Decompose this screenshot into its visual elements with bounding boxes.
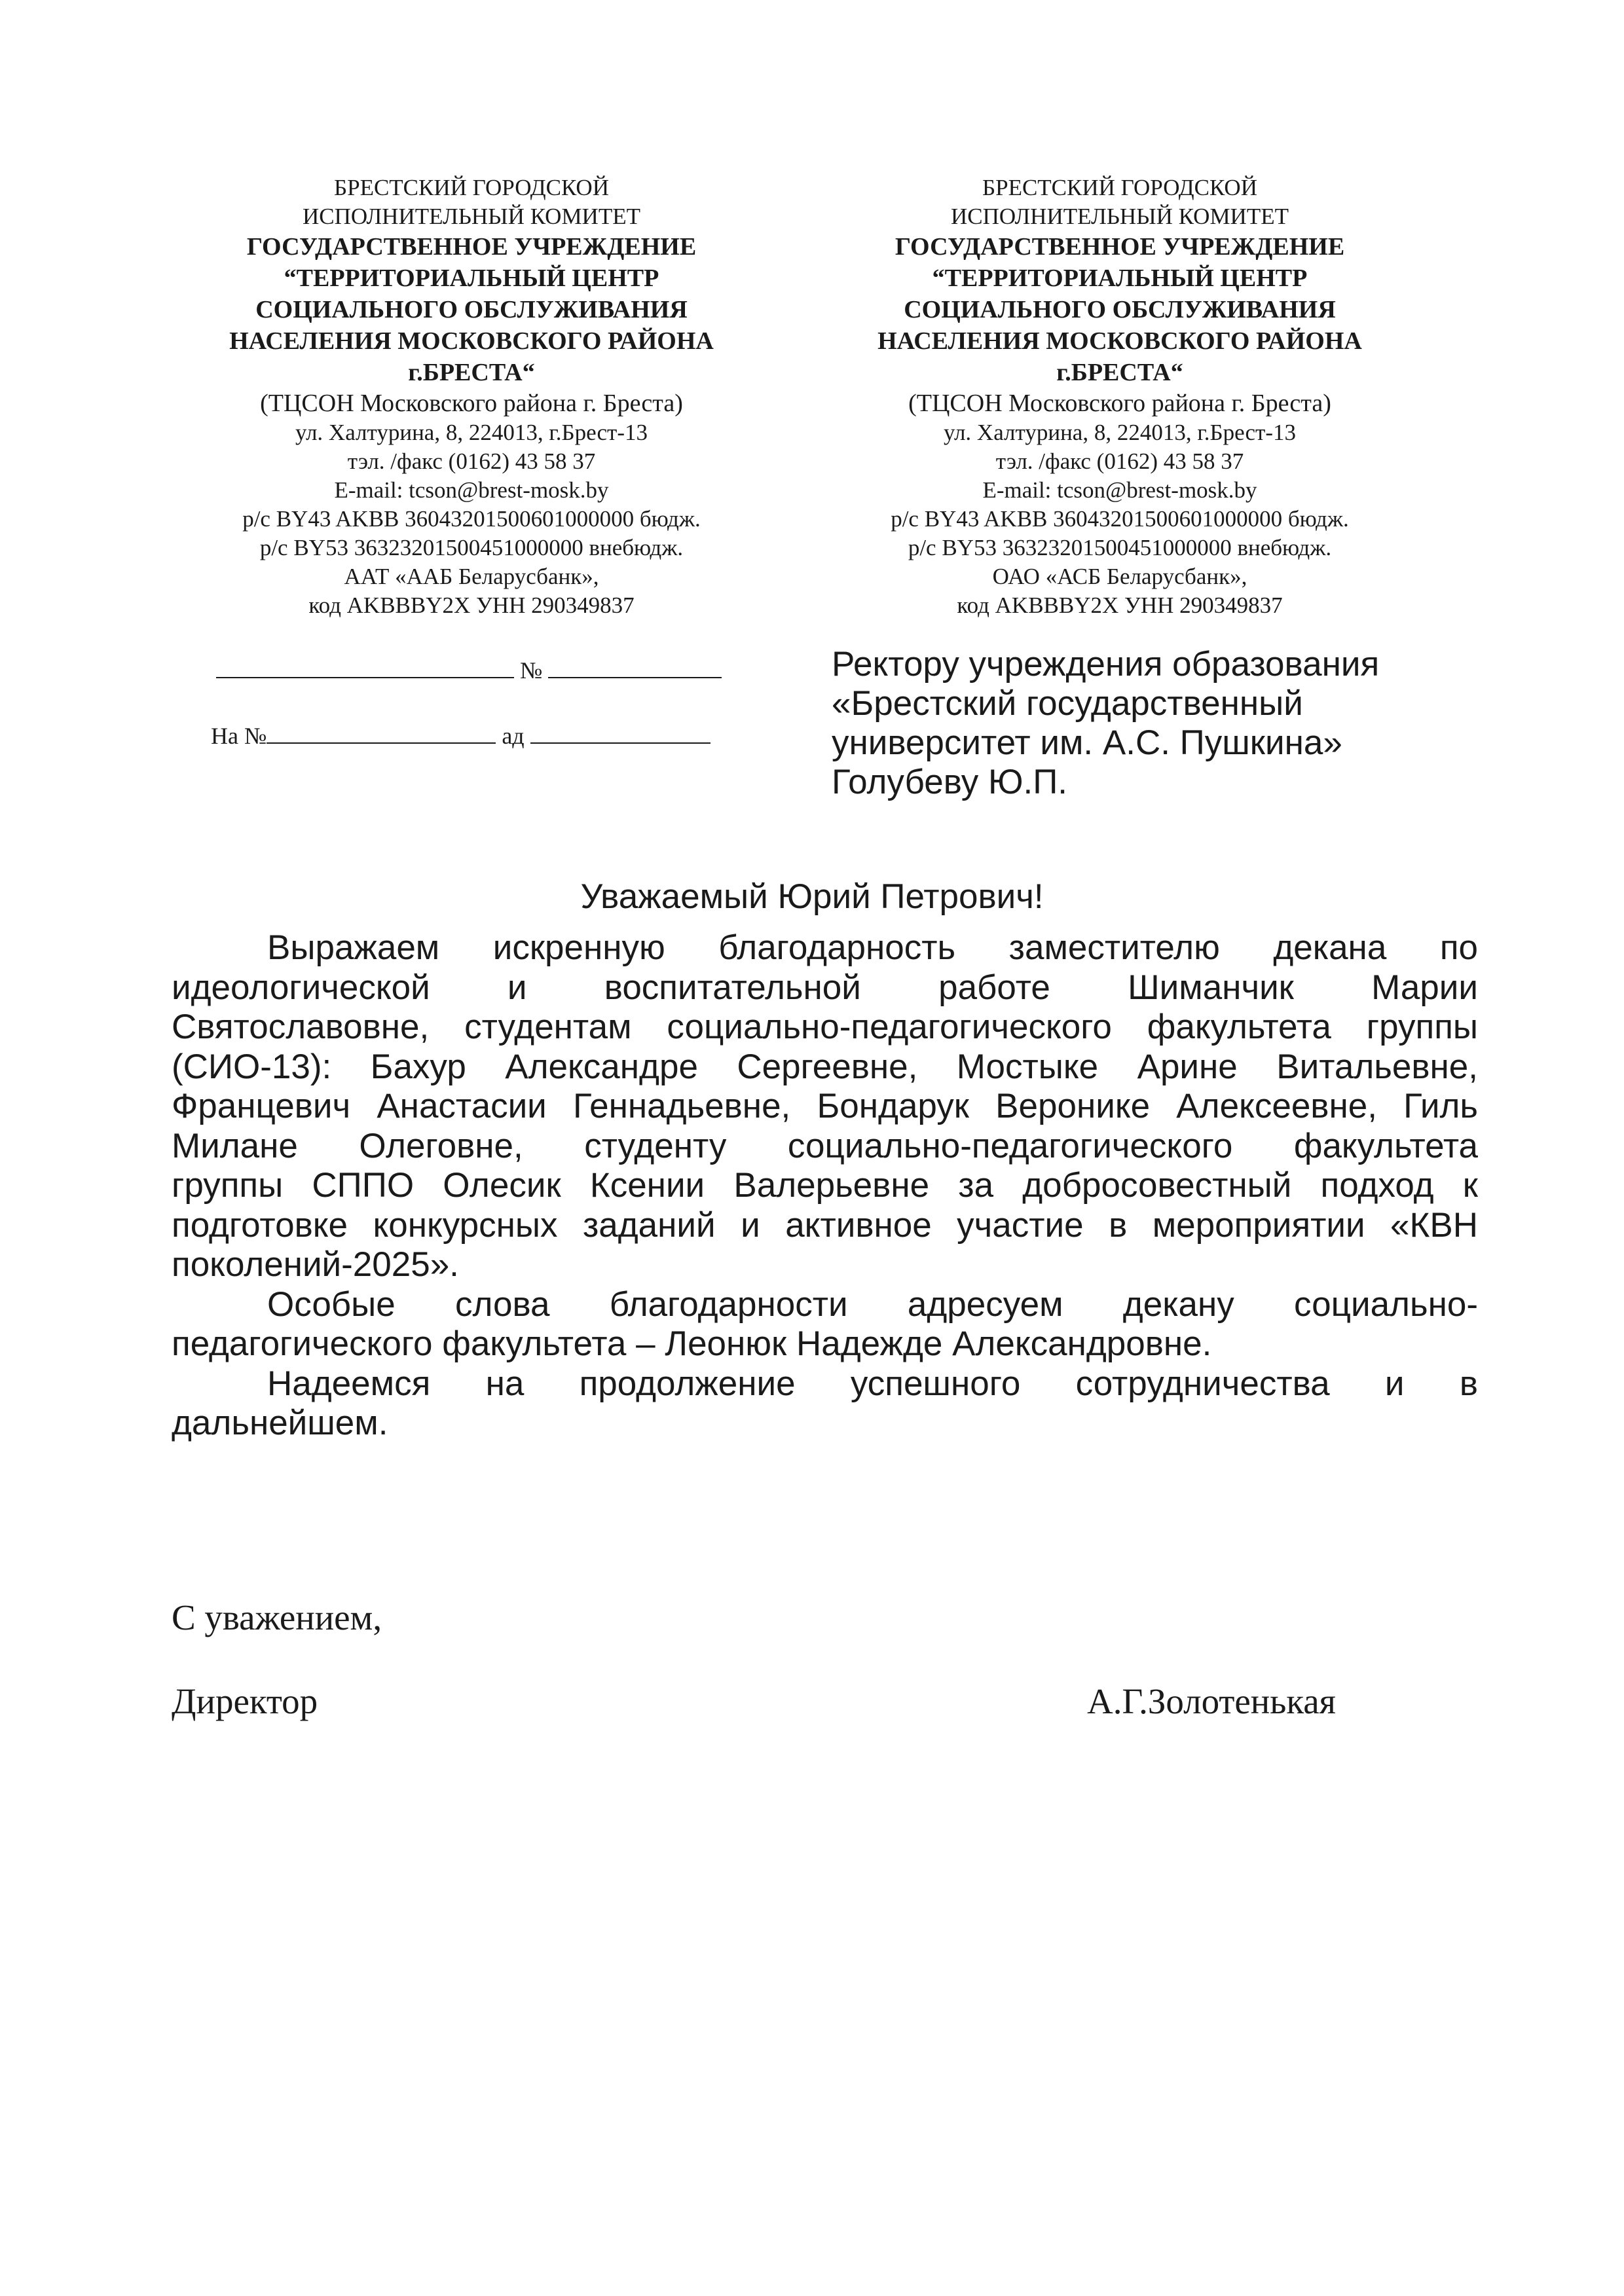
letterhead-line: “ТЕРРИТОРИАЛЬНЫЙ ЦЕНТР [284,264,659,292]
recipient-line: Ректору учреждения образования [832,645,1380,683]
letterhead-line: код AKBBBY2X УНН 290349837 [308,592,635,618]
letterhead-line: “ТЕРРИТОРИАЛЬНЫЙ ЦЕНТР [932,264,1308,292]
letterhead-line: ГОСУДАРСТВЕННОЕ УЧРЕЖДЕНИЕ [246,233,697,261]
reply-label: На № [211,723,267,749]
letterhead-line: ул. Халтурина, 8, 224013, г.Брест-13 [944,420,1296,445]
recipient-line: университет им. А.С. Пушкина» [832,723,1342,762]
letterhead-line: ОАО «АСБ Беларусбанк», [992,564,1247,589]
letterhead-left [187,173,756,620]
reply-date-label: ад [502,723,525,749]
letterhead-line: тэл. /факс (0162) 43 58 37 [347,448,596,474]
letterhead-line: СОЦИАЛЬНОГО ОБСЛУЖИВАНИЯ [255,296,688,323]
body-line: группы СППО Олесик Ксении Валерьевне за добросовестный подход к [172,1166,1478,1205]
letterhead-line: р/с BY53 36323201500451000000 внебюдж. [259,535,684,560]
body-line: Милане Олеговне, студенту социально-педагогического факультета [172,1126,1478,1165]
body-line: поколений-2025». [172,1245,459,1284]
letterhead-line: БРЕСТСКИЙ ГОРОДСКОЙ [982,175,1257,200]
letterhead-line: E-mail: tcson@brest-mosk.by [982,477,1257,503]
recipient-line: Голубеву Ю.П. [832,763,1068,801]
reply-number-blank [267,720,496,744]
letterhead-line: р/с BY53 36323201500451000000 внебюдж. [908,535,1332,560]
letterhead-line: ИСПОЛНИТЕЛЬНЫЙ КОМИТЕТ [951,204,1289,229]
letterhead-line: код AKBBBY2X УНН 290349837 [957,592,1283,618]
letterhead-line: ГОСУДАРСТВЕННОЕ УЧРЕЖДЕНИЕ [895,233,1345,261]
salutation: Уважаемый Юрий Петрович! [580,877,1044,916]
signatory-title: Директор [172,1681,318,1721]
body-line: педагогического факультета – Леонюк Надежде Александровне. [172,1324,1212,1363]
body-line: (СИО-13): Бахур Александре Сергеевне, Мостыке Арине Витальевне, [172,1047,1478,1086]
number-label: № [520,657,543,683]
body-paragraph-1 [172,928,1478,1285]
body-paragraph-3 [172,1364,1478,1444]
body-line: подготовке конкурсных заданий и активное участие в мероприятии «КВН [172,1205,1478,1245]
letterhead-line: тэл. /факс (0162) 43 58 37 [995,448,1244,474]
body-line: Выражаем искренную благодарность заместителю декана по [267,928,1478,967]
letterhead-line: НАСЕЛЕНИЯ МОСКОВСКОГО РАЙОНА [229,327,714,355]
letterhead-line: р/с BY43 AKBB 36043201500601000000 бюдж. [242,506,701,532]
closing-phrase: С уважением, [172,1597,382,1637]
body-line: дальнейшем. [172,1404,388,1442]
letterhead-right [822,173,1418,620]
body-paragraph-2 [172,1285,1478,1364]
letterhead-line: НАСЕЛЕНИЯ МОСКОВСКОГО РАЙОНА [877,327,1362,355]
letterhead-line: ул. Халтурина, 8, 224013, г.Брест-13 [295,420,648,445]
body-line: идеологической и воспитательной работе Шиманчик Марии [172,968,1478,1007]
body-line: Надеемся на продолжение успешного сотрудничества и в [267,1364,1478,1403]
letterhead-line: г.БРЕСТА“ [1056,359,1183,386]
letterhead-line: (ТЦСОН Московского района г. Бреста) [908,390,1331,417]
date-blank [216,655,514,678]
recipient-line: «Брестский государственный [832,684,1303,723]
letterhead-line: СОЦИАЛЬНОГО ОБСЛУЖИВАНИЯ [904,296,1336,323]
letter-body [172,928,1478,1444]
recipient-address [832,645,1486,802]
signatory-name: А.Г.Золотенькая [1087,1681,1336,1721]
letterhead-line: ИСПОЛНИТЕЛЬНЫЙ КОМИТЕТ [303,204,640,229]
body-line: Францевич Анастасии Геннадьевне, Бондарук Веронике Алексеевне, Гиль [172,1087,1478,1125]
letterhead-line: E-mail: tcson@brest-mosk.by [334,477,609,503]
body-line: Святославовне, студентам социально-педагогического факультета группы [172,1008,1478,1046]
reply-date-blank [530,720,710,744]
reply-reference-line [211,720,710,750]
number-blank [548,655,722,678]
letterhead-line: р/с BY43 AKBB 36043201500601000000 бюдж. [891,506,1349,532]
body-line: Особые слова благодарности адресуем декану социально- [267,1285,1478,1324]
letterhead-line: (ТЦСОН Московского района г. Бреста) [260,390,683,417]
outgoing-number-line [216,655,722,684]
letterhead-line: БРЕСТСКИЙ ГОРОДСКОЙ [334,175,609,200]
letterhead-line: г.БРЕСТА“ [408,359,535,386]
letterhead-line: ААТ «ААБ Беларусбанк», [344,564,599,589]
